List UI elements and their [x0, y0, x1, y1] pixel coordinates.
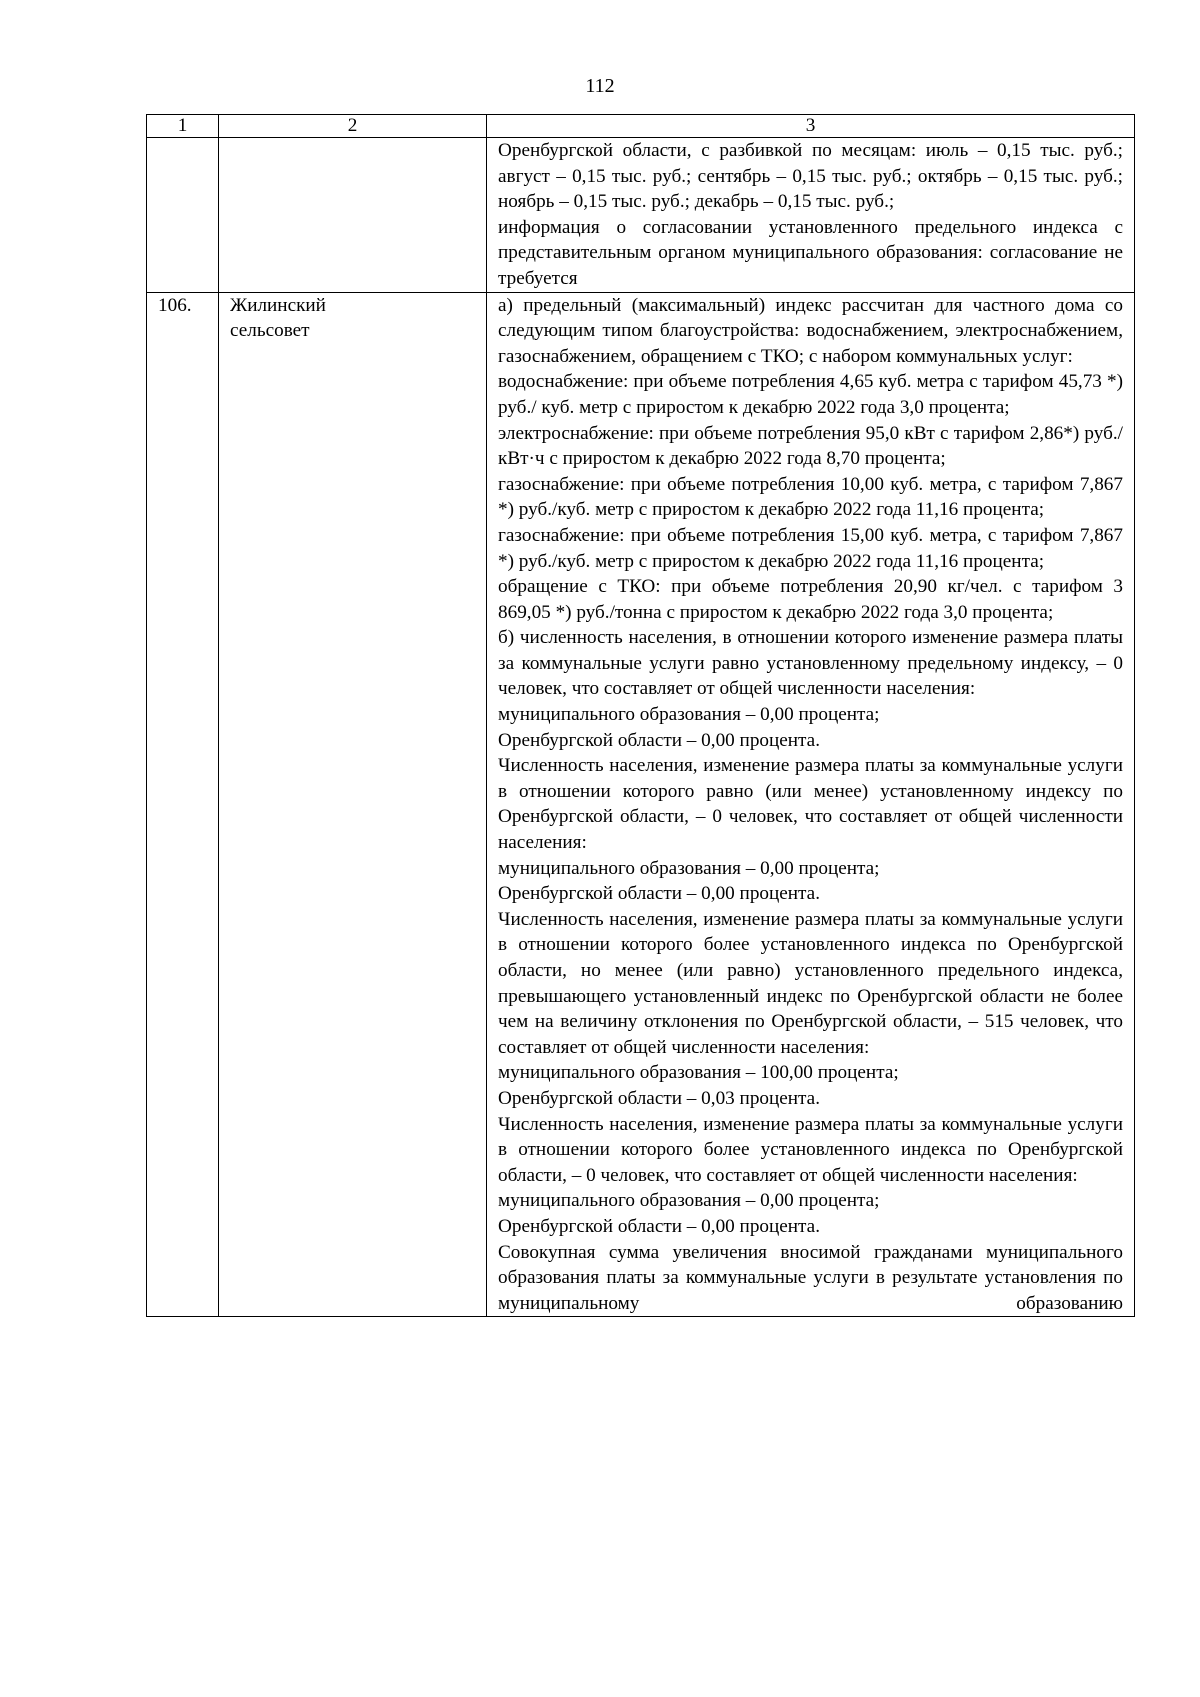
- municipality-name-line: сельсовет: [230, 320, 310, 342]
- column-header-3: 3: [487, 115, 1135, 138]
- municipality-name: [219, 292, 487, 1317]
- text-paragraph: Численность населения, изменение размера платы за коммунальные услуги в отношении которого более установленного индекса по Оренбургской области, но менее (или равно) установленного предельного индекса, превышающего установленный индекс по Оренбургской области не более чем на величину отклонения по Оренбургской области, – 515 человек, что составляет от общей численности населения:: [498, 908, 1123, 1058]
- row-number: 106.: [147, 292, 219, 1317]
- text-paragraph: муниципального образования – 0,00 процента;: [498, 1190, 880, 1212]
- text-paragraph: а) предельный (максимальный) индекс рассчитан для частного дома со следующим типом благоустройства: водоснабжением, электроснабжением, газоснабжением, обращением с ТКО; с набором коммунальных услуг:: [498, 294, 1123, 367]
- column-header-2: 2: [219, 115, 487, 138]
- text-paragraph: электроснабжение: при объеме потребления 95,0 кВт с тарифом 2,86*) руб./кВт·ч с приростом к декабрю 2022 года 8,70 процента;: [498, 422, 1123, 470]
- table-header-row: [147, 115, 1135, 138]
- text-paragraph: Численность населения, изменение размера платы за коммунальные услуги в отношении которого более установленного индекса по Оренбургской области, – 0 человек, что составляет от общей численности населения:: [498, 1113, 1123, 1186]
- text-paragraph: газоснабжение: при объеме потребления 15,00 куб. метра, с тарифом 7,867 *) руб./куб. метр с приростом к декабрю 2022 года 11,16 процента;: [498, 524, 1123, 572]
- row-text-cell: [487, 292, 1135, 1317]
- continuation-row: [147, 138, 1135, 293]
- text-paragraph: Оренбургской области – 0,00 процента.: [498, 729, 820, 751]
- text-paragraph: муниципального образования – 0,00 процента;: [498, 704, 880, 726]
- text-paragraph: Оренбургской области – 0,00 процента.: [498, 883, 820, 905]
- text-paragraph: Оренбургской области – 0,03 процента.: [498, 1087, 820, 1109]
- indices-table: [146, 114, 1135, 1317]
- continuation-name-cell: [219, 138, 487, 293]
- text-paragraph: б) численность населения, в отношении которого изменение размера платы за коммунальные услуги равно установленному предельному индексу, – 0 человек, что составляет от общей численности населения:: [498, 627, 1123, 700]
- text-paragraph: муниципального образования – 0,00 процента;: [498, 857, 880, 879]
- text-paragraph: муниципального образования – 100,00 процента;: [498, 1062, 899, 1084]
- text-paragraph: обращение с ТКО: при объеме потребления 20,90 кг/чел. с тарифом 3 869,05 *) руб./тонна с приростом к декабрю 2022 года 3,0 процента;: [498, 576, 1123, 623]
- continuation-text-cell: [487, 138, 1135, 293]
- text-paragraph: Численность населения, изменение размера платы за коммунальные услуги в отношении которого равно (или менее) установленному индексу по Оренбургской области, – 0 человек, что составляет от общей численности населения:: [498, 755, 1123, 854]
- text-paragraph: газоснабжение: при объеме потребления 10,00 куб. метра, с тарифом 7,867 *) руб./куб. метр с приростом к декабрю 2022 года 11,16 процента;: [498, 473, 1123, 521]
- page-number: 112: [585, 75, 615, 97]
- text-paragraph: Оренбургской области, с разбивкой по месяцам: июль – 0,15 тыс. руб.; август – 0,15 тыс. руб.; сентябрь – 0,15 тыс. руб.; октябрь – 0,15 тыс. руб.; ноябрь – 0,15 тыс. руб.; декабрь – 0,15 тыс. руб.;: [498, 140, 1123, 213]
- text-paragraph: водоснабжение: при объеме потребления 4,65 куб. метра с тарифом 45,73 *) руб./ куб. метр с приростом к декабрю 2022 года 3,0 процента;: [498, 371, 1123, 418]
- municipality-name-line: Жилинский: [230, 294, 326, 316]
- text-paragraph: Совокупная сумма увеличения вносимой гражданами муниципального образования платы за коммунальные услуги в результате установления по муниципальному образованию: [498, 1241, 1123, 1314]
- column-header-1: 1: [147, 115, 219, 138]
- continuation-number-cell: [147, 138, 219, 293]
- text-paragraph: Оренбургской области – 0,00 процента.: [498, 1215, 820, 1237]
- text-paragraph: информация о согласовании установленного предельного индекса с представительным органом муниципального образования: согласование не требуется: [498, 216, 1123, 289]
- table-row: [147, 292, 1135, 1317]
